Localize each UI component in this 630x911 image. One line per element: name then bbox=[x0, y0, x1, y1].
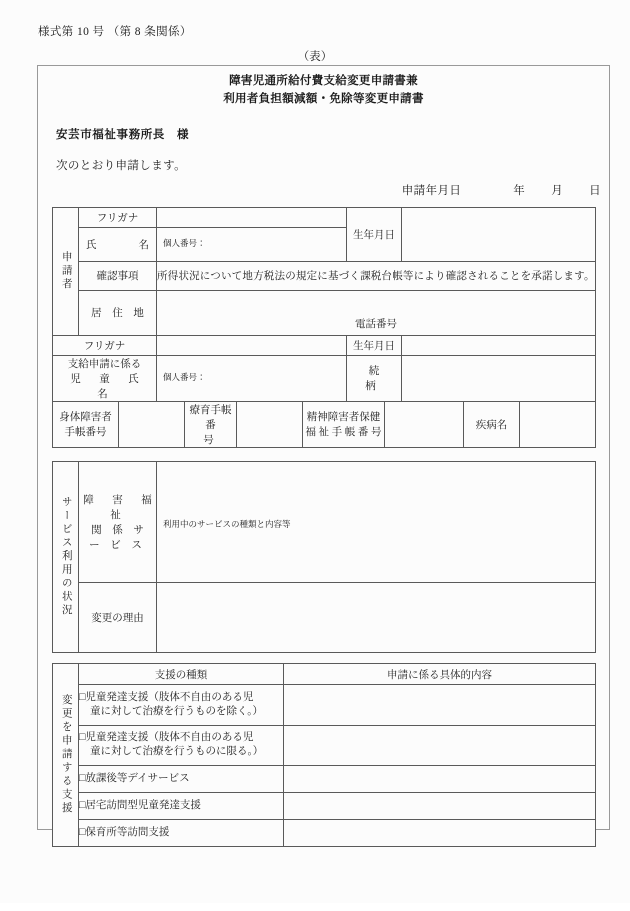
applicant-furigana-label: フリガナ bbox=[79, 207, 157, 227]
child-furigana-value[interactable] bbox=[157, 335, 347, 355]
support-option-label-line1: 居宅訪問型児童発達支援 bbox=[85, 799, 201, 811]
welfare-service-value[interactable] bbox=[157, 461, 596, 583]
support-option-label-line1: 放課後等デイサービス bbox=[85, 772, 190, 784]
child-my-number-label: 個人番号： bbox=[163, 371, 206, 382]
applicant-furigana-value[interactable] bbox=[157, 207, 347, 227]
handbook-value-mental[interactable] bbox=[385, 401, 464, 447]
table-row bbox=[53, 583, 596, 652]
support-option-label-line2: 童に対して治療を行うものを除く。） bbox=[90, 706, 264, 717]
handbook-label-physical bbox=[53, 401, 119, 447]
child-birthdate-label: 生年月日 bbox=[347, 335, 402, 355]
child-name-value[interactable] bbox=[157, 355, 347, 401]
child-name-label-line2: 児 童 氏 名 bbox=[70, 373, 158, 400]
side-mark: （表） bbox=[297, 51, 333, 63]
support-change-section-label-text: 変更を申請する支援 bbox=[60, 693, 72, 816]
change-reason-value[interactable] bbox=[157, 583, 596, 652]
bottom-blank-area bbox=[38, 847, 609, 911]
support-option-label-line2: 童に対して治療を行うものに限る。） bbox=[90, 746, 264, 758]
support-detail-header: 申請に係る具体的内容 bbox=[284, 663, 596, 685]
welfare-service-label-line1: 障 害 福 祉 bbox=[83, 494, 171, 521]
child-name-label-line1: 支給申請に係る bbox=[67, 358, 142, 370]
checkbox-icon[interactable]: □ bbox=[79, 772, 86, 784]
applicant-child-table bbox=[52, 207, 596, 402]
child-birthdate-value[interactable] bbox=[402, 335, 596, 355]
form-frame bbox=[37, 65, 610, 838]
application-date-year-unit: 年 bbox=[513, 184, 526, 197]
handbook-label-mental-line1: 精神障害者保健 bbox=[306, 412, 381, 424]
form-title bbox=[38, 73, 609, 109]
support-type-header: 支援の種類 bbox=[79, 663, 284, 685]
service-usage-section-label bbox=[53, 461, 79, 652]
support-option-label-line1: 児童発達支援（肢体不自由のある児 bbox=[85, 731, 254, 743]
applicant-name-value[interactable] bbox=[157, 227, 347, 261]
handbook-label-physical-line1: 身体障害者 bbox=[59, 412, 112, 424]
support-option-jidou-hattatsu-limited[interactable] bbox=[79, 725, 284, 765]
service-usage-table bbox=[52, 461, 596, 653]
table-row bbox=[53, 335, 596, 355]
handbook-label-disease: 疾病名 bbox=[464, 401, 520, 447]
applicant-section-label bbox=[53, 207, 79, 335]
applicant-confirm-text: 所得状況について地方税法の規定に基づく課税台帳等により確認されることを承諾します。 bbox=[157, 261, 596, 290]
child-furigana-label: フリガナ bbox=[53, 335, 157, 355]
welfare-service-label-line2: 関 係 サ ー ビ ス bbox=[89, 524, 148, 551]
table-row bbox=[53, 355, 596, 401]
handbook-label-ryoiku bbox=[185, 401, 249, 447]
table-row bbox=[53, 207, 596, 227]
checkbox-icon[interactable]: □ bbox=[79, 826, 86, 838]
support-detail-value[interactable] bbox=[284, 819, 596, 846]
table-row bbox=[53, 819, 596, 846]
support-detail-value[interactable] bbox=[284, 792, 596, 819]
handbook-label-physical-line2: 手帳番号 bbox=[64, 427, 107, 439]
support-detail-value[interactable] bbox=[284, 725, 596, 765]
table-row bbox=[53, 765, 596, 792]
support-option-label-line1: 保育所等訪問支援 bbox=[85, 826, 170, 838]
welfare-service-label bbox=[79, 461, 171, 583]
support-change-table bbox=[52, 663, 596, 847]
form-number: 様式第 10 号 （第 8 条関係） bbox=[38, 26, 192, 38]
table-row bbox=[53, 461, 596, 583]
applicant-section-label-text: 申請者 bbox=[60, 250, 72, 292]
applicant-residence-label: 居 住 地 bbox=[79, 290, 157, 335]
handbook-label-mental bbox=[303, 401, 385, 447]
table-row bbox=[53, 261, 596, 290]
support-detail-value[interactable] bbox=[284, 685, 596, 725]
support-option-houkago-day[interactable] bbox=[79, 765, 284, 792]
applicant-name-label: 氏 名 bbox=[79, 227, 157, 261]
handbook-table bbox=[52, 401, 596, 448]
handbook-value-disease[interactable] bbox=[520, 401, 596, 447]
intro-text: 次のとおり申請します。 bbox=[56, 159, 186, 172]
table-row bbox=[53, 663, 596, 685]
application-date-month-unit: 月 bbox=[551, 184, 564, 197]
applicant-birthdate-value[interactable] bbox=[402, 207, 596, 261]
handbook-label-mental-line2: 福 祉 手 帳 番 号 bbox=[305, 427, 382, 439]
support-option-jidou-hattatsu-except[interactable] bbox=[79, 685, 284, 725]
support-option-hoikusho-homon[interactable] bbox=[79, 819, 284, 846]
application-date-day-unit: 日 bbox=[589, 184, 601, 197]
checkbox-icon[interactable]: □ bbox=[79, 731, 86, 743]
handbook-label-ryoiku-line2: 番 号 bbox=[203, 419, 249, 446]
handbook-value-physical[interactable] bbox=[119, 401, 185, 447]
applicant-confirm-label: 確認事項 bbox=[79, 261, 157, 290]
child-relationship-value[interactable] bbox=[402, 355, 596, 401]
form-title-line2: 利用者負担額減額・免除等変更申請書 bbox=[223, 92, 424, 105]
handbook-label-ryoiku-line1: 療育手帳 bbox=[189, 404, 232, 416]
welfare-service-note: 利用中のサービスの種類と内容等 bbox=[163, 518, 291, 529]
support-option-label-line1: 児童発達支援（肢体不自由のある児 bbox=[85, 691, 254, 703]
child-relationship-label: 続 柄 bbox=[347, 355, 402, 401]
applicant-birthdate-label: 生年月日 bbox=[347, 207, 402, 261]
change-reason-label: 変更の理由 bbox=[79, 583, 157, 652]
table-row bbox=[53, 792, 596, 819]
applicant-phone-label: 電話番号 bbox=[355, 319, 397, 331]
checkbox-icon[interactable]: □ bbox=[79, 691, 86, 703]
table-row bbox=[53, 685, 596, 725]
support-option-kotaku-homon[interactable] bbox=[79, 792, 284, 819]
table-row bbox=[53, 290, 596, 335]
addressee: 安芸市福祉事務所長 様 bbox=[56, 128, 190, 141]
application-date-row bbox=[38, 182, 609, 198]
form-title-line1: 障害児通所給付費支給変更申請書兼 bbox=[229, 75, 418, 87]
checkbox-icon[interactable]: □ bbox=[79, 799, 86, 811]
service-usage-section-label-text: サービス利用の状況 bbox=[60, 495, 72, 618]
applicant-my-number-label: 個人番号： bbox=[163, 237, 206, 248]
application-date-label: 申請年月日 bbox=[401, 184, 462, 197]
applicant-residence-value[interactable] bbox=[157, 290, 596, 335]
table-row bbox=[53, 725, 596, 765]
support-detail-value[interactable] bbox=[284, 765, 596, 792]
child-name-label bbox=[53, 355, 157, 401]
table-row bbox=[53, 401, 596, 447]
support-change-section-label bbox=[53, 663, 79, 846]
